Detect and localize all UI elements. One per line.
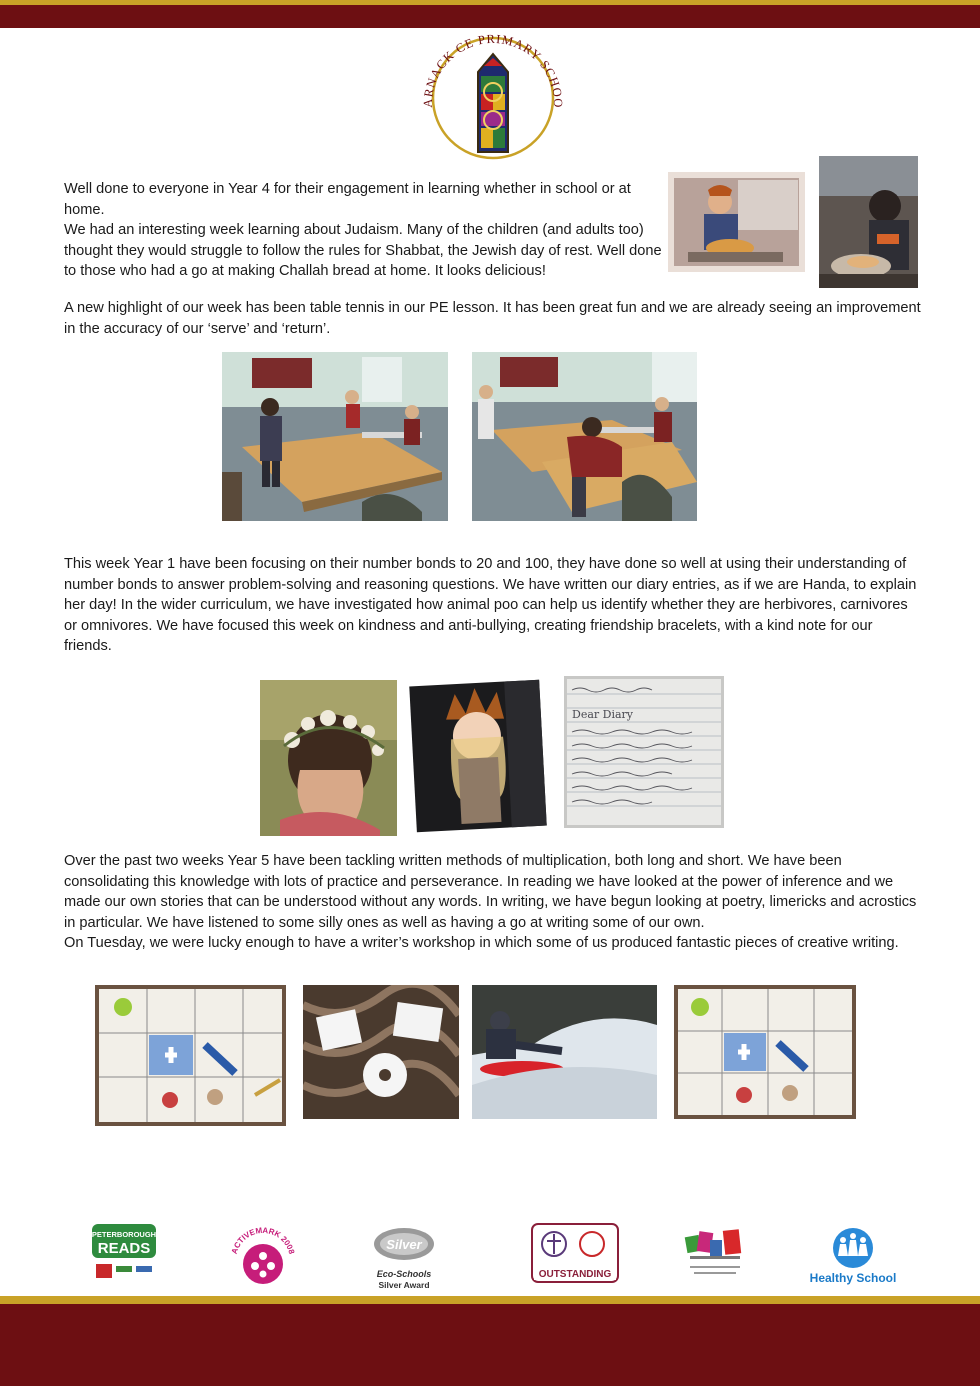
peterborough-text: PETERBOROUGH [91, 1230, 157, 1239]
sledging-photo [472, 985, 657, 1119]
activemark-text: ACTIVEMARK 2008 [229, 1225, 297, 1256]
outstanding-text: OUTSTANDING [538, 1269, 612, 1280]
stained-glass-window-icon [478, 54, 508, 152]
challah-photo-2 [819, 156, 918, 288]
diary-heading: Dear Diary [572, 708, 634, 721]
year4-judaism-paragraph: We had an interesting week learning about Judaism. Many of the children (and adults too) thought they would struggle to follow the rules for Shabbat, the Jewish day of rest. Well done to those who had a go at making Challah bread at home. It looks delicious! [64, 222, 662, 279]
footer-band [0, 1296, 980, 1386]
comic-grid-photo-2 [674, 985, 856, 1119]
header-gold-stripe [0, 0, 980, 5]
challah-photo-1 [668, 172, 805, 272]
church-outstanding-badge [530, 1222, 620, 1292]
year5-paragraph: Over the past two weeks Year 5 have been tackling written methods of multiplication, both long and short. We have been consolidating this knowledge with lots of practice and perseverance. In reading we have looked at the power of inference and we made our own stories that can be understood without any words. In writing, we have begun looking at poetry, limericks and acrostics in particular. We have listened to some silly ones as well as having a go at writing some of our own. [64, 853, 917, 931]
healthy-school-badge [806, 1222, 900, 1292]
eco-schools-text: Eco-Schools [376, 1269, 432, 1279]
reads-text: READS [97, 1240, 151, 1257]
year5-workshop-paragraph: On Tuesday, we were lucky enough to have a writer’s workshop in which some of us produced fantastic pieces of creative writing. [64, 935, 899, 951]
comic-grid-photo-1 [95, 985, 286, 1126]
table-tennis-photo-2 [472, 352, 697, 521]
activemark-badge [226, 1222, 300, 1292]
eco-schools-badge [364, 1222, 444, 1292]
table-tennis-photo-1 [222, 352, 448, 521]
leaf-crown-photo [404, 674, 552, 837]
eco-silver-text: Silver [386, 1237, 422, 1252]
school-logo [418, 34, 568, 162]
eco-award-text: Silver Award [378, 1280, 430, 1290]
footer-gold-stripe [0, 1296, 980, 1304]
diary-entry-photo [564, 676, 724, 828]
flower-crown-photo [260, 680, 397, 836]
peterborough-reads-badge [90, 1222, 158, 1292]
pe-table-tennis-paragraph: A new highlight of our week has been table tennis in our PE lesson. It has been great fun and we are already seeing an improvement in the accuracy of our ‘serve’ and ‘return’. [64, 300, 921, 337]
header-band [0, 0, 980, 28]
year1-paragraph: This week Year 1 have been focusing on their number bonds to 20 and 100, they have done so well at using their understanding of number bonds to answer problem-solving and reasoning questions. We have written our diary entries, as if we are Handa, to explain her day! In the wider curriculum, we have investigated how animal poo can help us identify whether they are herbivores, carnivores or omnivores. We have focused this week on kindness and anti-bullying, creating friendship bracelets, with a kind note for our friends. [64, 556, 917, 654]
school-name-arc: ARNACK CE PRIMARY SCHOO [420, 34, 566, 109]
year4-intro-paragraph: Well done to everyone in Year 4 for their engagement in learning whether in school or at home. [64, 181, 631, 218]
healthy-school-text: Healthy School [809, 1271, 897, 1285]
olympic-inspire-badge [680, 1222, 750, 1292]
paper-snowflake-photo [303, 985, 459, 1119]
